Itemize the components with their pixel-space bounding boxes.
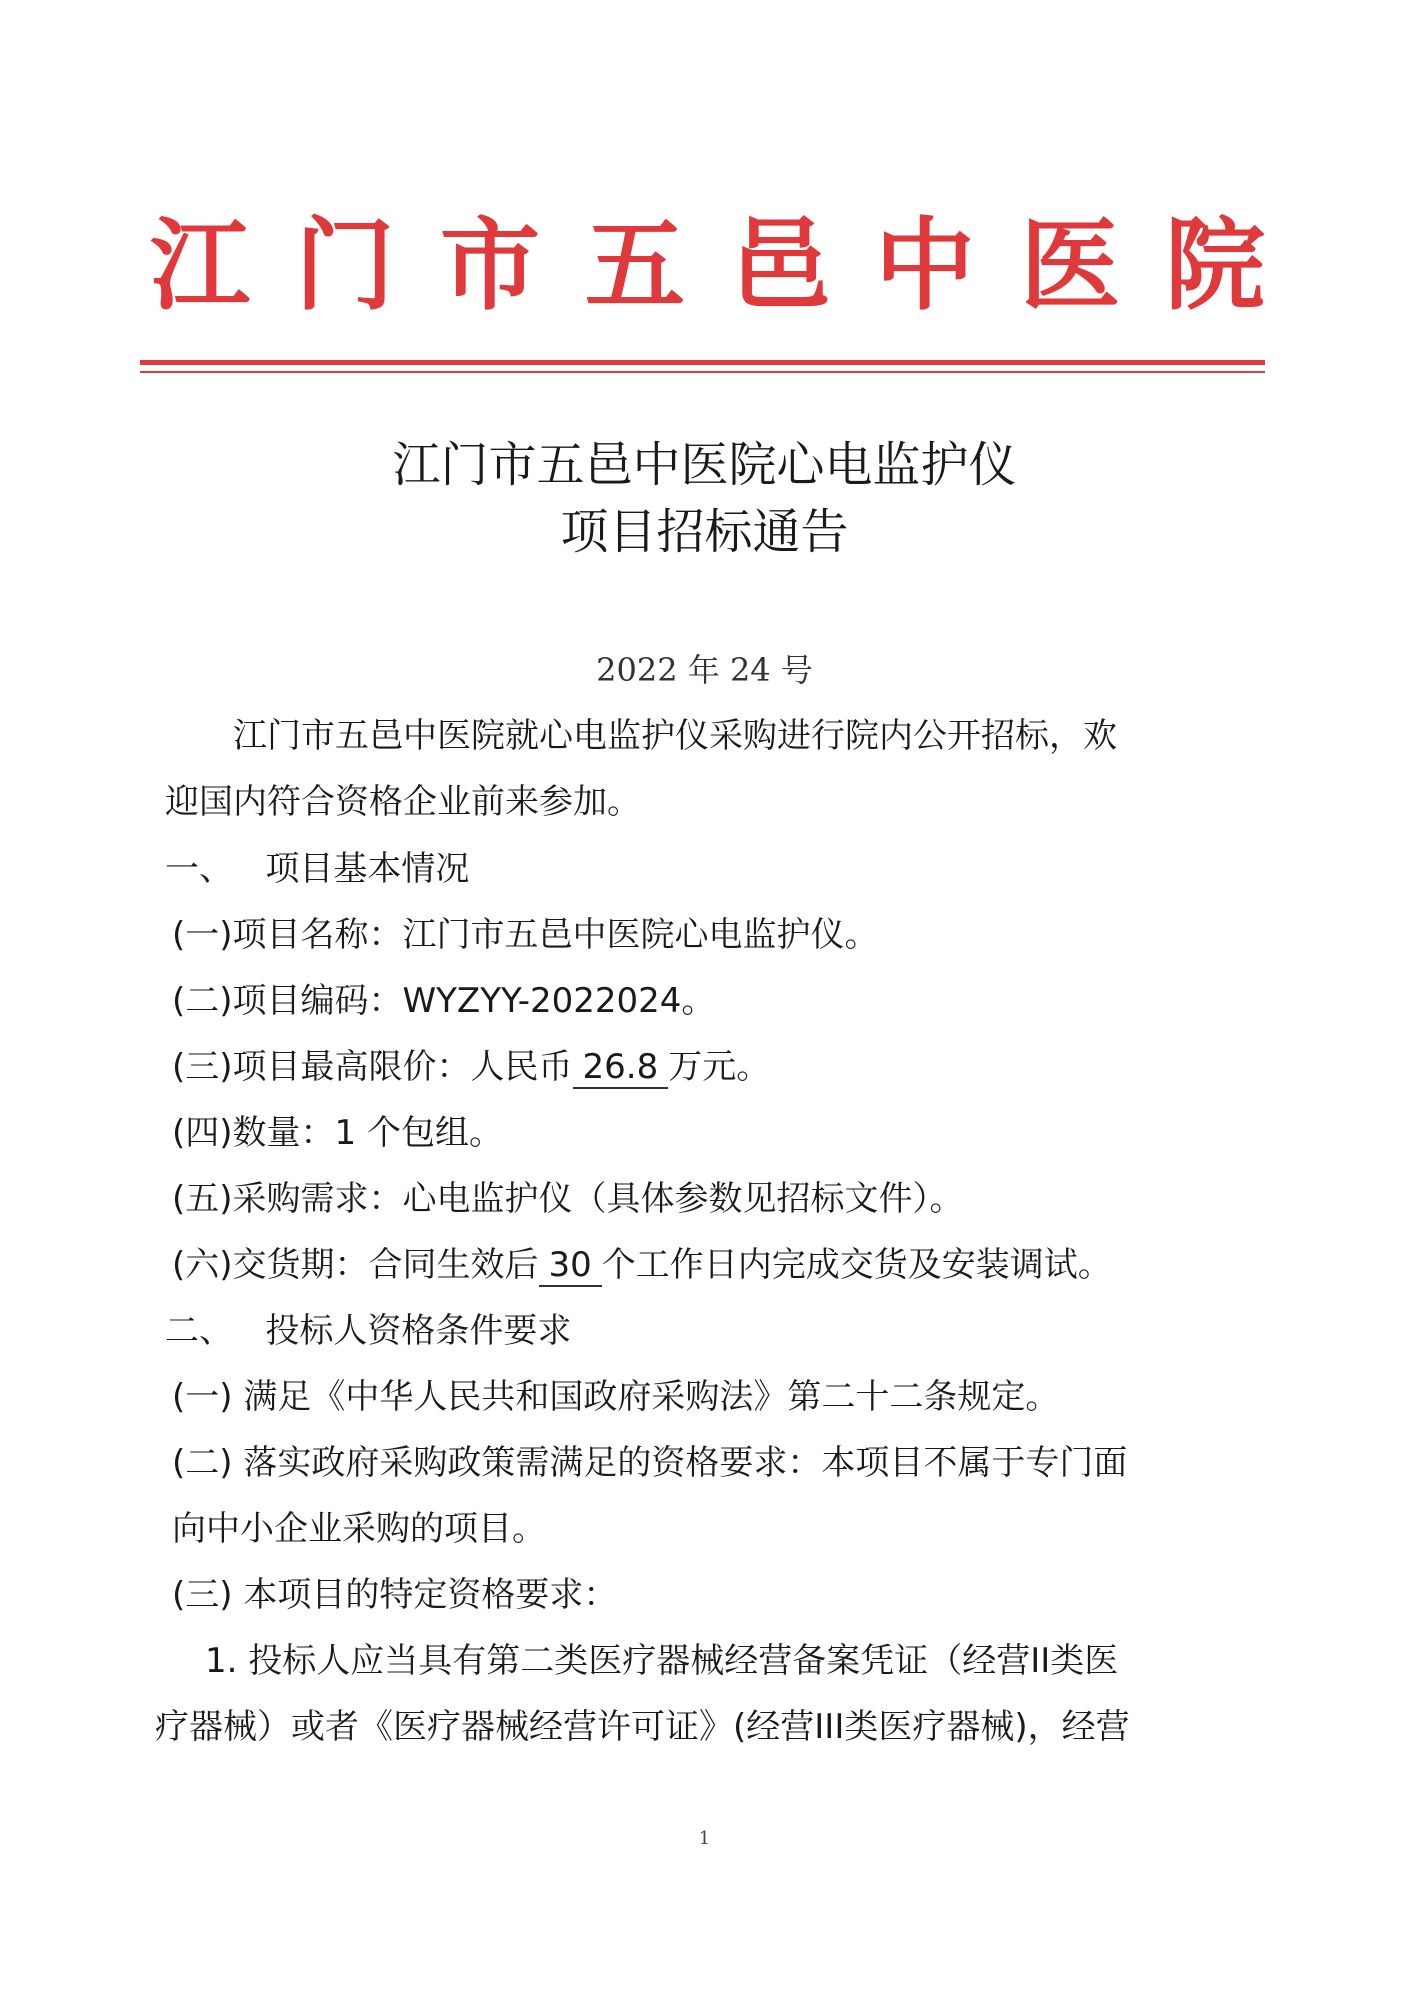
section-2-item-2-line-2: 向中小企业采购的项目。 (172, 1509, 546, 1549)
section-2-item-3: (三) 本项目的特定资格要求： (172, 1575, 618, 1615)
section-2-item-2-line-1: (二) 落实政府采购政策需满足的资格要求：本项目不属于专门面 (172, 1443, 1128, 1483)
intro-paragraph-line-2: 迎国内符合资格企业前来参加。 (165, 782, 641, 822)
letterhead-char: 邑 (730, 206, 830, 324)
letterhead-divider-thin (140, 371, 1265, 373)
page-number: 1 (698, 1828, 711, 1849)
document-title-line-1: 江门市五邑中医院心电监护仪 (392, 437, 1017, 493)
section-1-item-2: (二)项目编码：WYZYY-2022024。 (172, 981, 716, 1021)
price-unit: 万元。 (668, 1047, 771, 1087)
price-label: (三)项目最高限价：人民币 (172, 1047, 573, 1087)
letterhead-char: 中 (875, 206, 975, 324)
intro-paragraph-line-1: 江门市五邑中医院就心电监护仪采购进行院内公开招标，欢 (233, 716, 1117, 756)
section-1-item-3 (172, 1044, 770, 1090)
letterhead-char: 江 (150, 206, 250, 324)
section-2-heading: 二、 投标人资格条件要求 (165, 1311, 572, 1351)
delivery-suffix: 个工作日内完成交货及安装调试。 (601, 1245, 1112, 1285)
letterhead-divider-thick (140, 360, 1265, 365)
requirement-1-line-1: 1. 投标人应当具有第二类医疗器械经营备案凭证（经营II类医 (205, 1641, 1119, 1681)
letterhead-char: 医 (1020, 206, 1120, 324)
price-value: 26.8 (573, 1047, 669, 1089)
document-number: 2022 年 24 号 (596, 651, 813, 689)
letterhead-char: 五 (585, 206, 685, 324)
letterhead-char: 市 (440, 206, 540, 324)
delivery-label: (六)交货期：合同生效后 (172, 1245, 539, 1285)
section-2-item-1: (一) 满足《中华人民共和国政府采购法》第二十二条规定。 (172, 1377, 1060, 1417)
document-title-line-2: 项目招标通告 (560, 504, 849, 560)
letterhead-char: 门 (295, 206, 395, 324)
section-1-item-6 (172, 1242, 1112, 1288)
section-1-item-4: (四)数量：1 个包组。 (172, 1113, 503, 1153)
section-1-heading: 一、 项目基本情况 (165, 849, 470, 889)
section-1-item-1: (一)项目名称：江门市五邑中医院心电监护仪。 (172, 915, 879, 955)
letterhead (150, 205, 1265, 325)
requirement-1-line-2: 疗器械）或者《医疗器械经营许可证》(经营III类医疗器械)，经营 (155, 1707, 1130, 1747)
letterhead-char: 院 (1165, 206, 1265, 324)
section-1-item-5: (五)采购需求：心电监护仪（具体参数见招标文件）。 (172, 1179, 964, 1219)
delivery-days: 30 (539, 1245, 602, 1287)
